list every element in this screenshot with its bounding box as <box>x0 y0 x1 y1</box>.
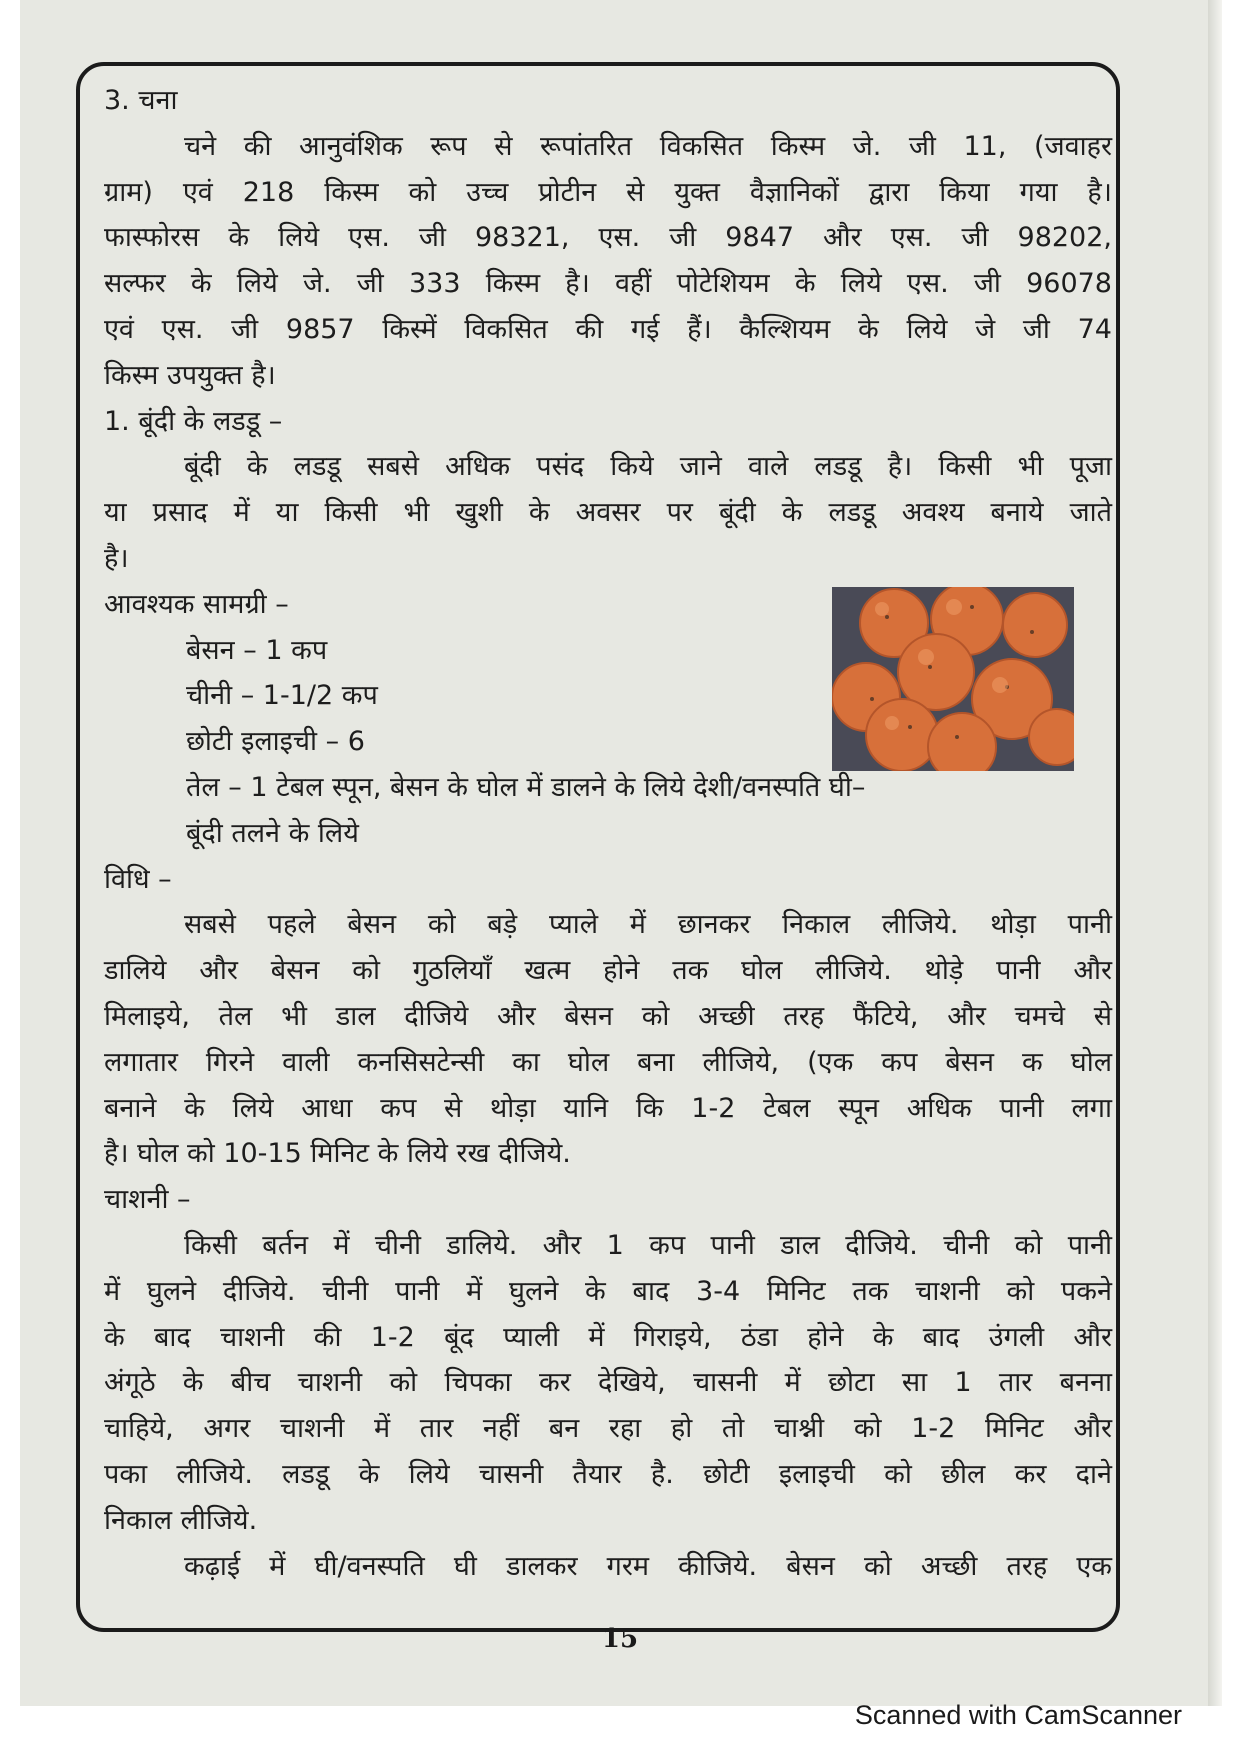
final-line: कढ़ाई में घी/वनस्पति घी डालकर गरम कीजिये. बेसन को अच्छी तरह एक <box>184 1550 1112 1582</box>
laddu-photo <box>832 587 1074 771</box>
text-line: अंगूठे के बीच चाशनी को चिपका कर देखिये, चासनी में छोटा सा 1 तार बनना <box>104 1367 1112 1399</box>
page-number: 15 <box>601 1624 639 1654</box>
text-line: किसी बर्तन में चीनी डालिये. और 1 कप पानी डाल दीजिये. चीनी को पानी <box>184 1229 1112 1261</box>
text-line: में घुलने दीजिये. चीनी पानी में घुलने के बाद 3-4 मिनिट तक चाशनी को पकने <box>104 1275 1112 1307</box>
text-line: लगातार गिरने वाली कनसिसटेन्सी का घोल बना लीजिये, (एक कप बेसन क घोल <box>104 1046 1112 1078</box>
recipe-intro <box>104 444 1112 581</box>
text-line: है। घोल को 10-15 मिनिट के लिये रख दीजिये. <box>104 1138 571 1170</box>
text-line: या प्रसाद में या किसी भी खुशी के अवसर पर बूंदी के लडडू अवश्य बनाये जाते <box>104 497 1112 529</box>
text-line: मिलाइये, तेल भी डाल दीजिये और बेसन को अच्छी तरह फैंटिये, और चमचे से <box>104 1000 1112 1032</box>
text-line: पका लीजिये. लडडू के लिये चासनी तैयार है. छोटी इलाइची को छील कर दाने <box>104 1458 1112 1490</box>
text-line: बूंदी के लडडू सबसे अधिक पसंद किये जाने वाले लडडू है। किसी भी पूजा <box>184 451 1112 483</box>
text-line: के बाद चाशनी की 1-2 बूंद प्याली में गिराइये, ठंडा होने के बाद उंगली और <box>104 1321 1112 1353</box>
syrup-heading: चाशनी – <box>104 1184 191 1216</box>
text-line: ग्राम) एवं 218 किस्म को उच्च प्रोटीन से युक्त वैज्ञानिकों द्वारा किया गया है। <box>104 176 1112 208</box>
ingredient-item: बूंदी तलने के लिये <box>186 817 359 849</box>
recipe-title: 1. बूंदी के लडडू – <box>104 405 283 437</box>
ingredient-item: तेल – 1 टेबल स्पून, बेसन के घोल में डालने के लिये देशी/वनस्पति घी– <box>186 771 866 803</box>
section-heading: 3. चना <box>104 85 178 116</box>
ingredients-heading: आवश्यक सामग्री – <box>104 588 289 620</box>
text-line: फास्फोरस के लिये एस. जी 98321, एस. जी 9847 और एस. जी 98202, <box>104 222 1112 254</box>
text-line: सल्फर के लिये जे. जी 333 किस्म है। वहीं पोटेशियम के लिये एस. जी 96078 <box>104 268 1112 300</box>
text-line: चने की आनुवंशिक रूप से रूपांतरित विकसित किस्म जे. जी 11, (जवाहर <box>184 130 1112 162</box>
text-line: डालिये और बेसन को गुठलियाँ खत्म होने तक घोल लीजिये. थोड़े पानी और <box>104 955 1112 987</box>
scanner-watermark: Scanned with CamScanner <box>854 1700 1182 1730</box>
text-line: बनाने के लिये आधा कप से थोड़ा यानि कि 1-2 टेबल स्पून अधिक पानी लगा <box>104 1092 1112 1124</box>
text-line: किस्म उपयुक्त है। <box>104 359 276 391</box>
text-line: है। <box>104 542 129 574</box>
method-heading: विधि – <box>104 863 172 895</box>
ingredient-item: चीनी – 1-1/2 कप <box>186 680 378 712</box>
method-paragraph <box>104 902 1112 1177</box>
page-content <box>104 78 1112 1589</box>
text-line: सबसे पहले बेसन को बड़े प्याले में छानकर निकाल लीजिये. थोड़ा पानी <box>184 909 1112 941</box>
syrup-paragraph <box>104 1223 1112 1544</box>
text-line: निकाल लीजिये. <box>104 1504 258 1536</box>
text-line: एवं एस. जी 9857 किस्में विकसित की गई हैं। कैल्शियम के लिये जे जी 74 <box>104 313 1112 345</box>
text-line: चाहिये, अगर चाशनी में तार नहीं बन रहा हो तो चाश्नी को 1-2 मिनिट और <box>104 1413 1112 1445</box>
ingredient-item: छोटी इलाइची – 6 <box>186 726 365 758</box>
ingredient-item: बेसन – 1 कप <box>186 634 328 666</box>
intro-paragraph <box>104 124 1112 399</box>
